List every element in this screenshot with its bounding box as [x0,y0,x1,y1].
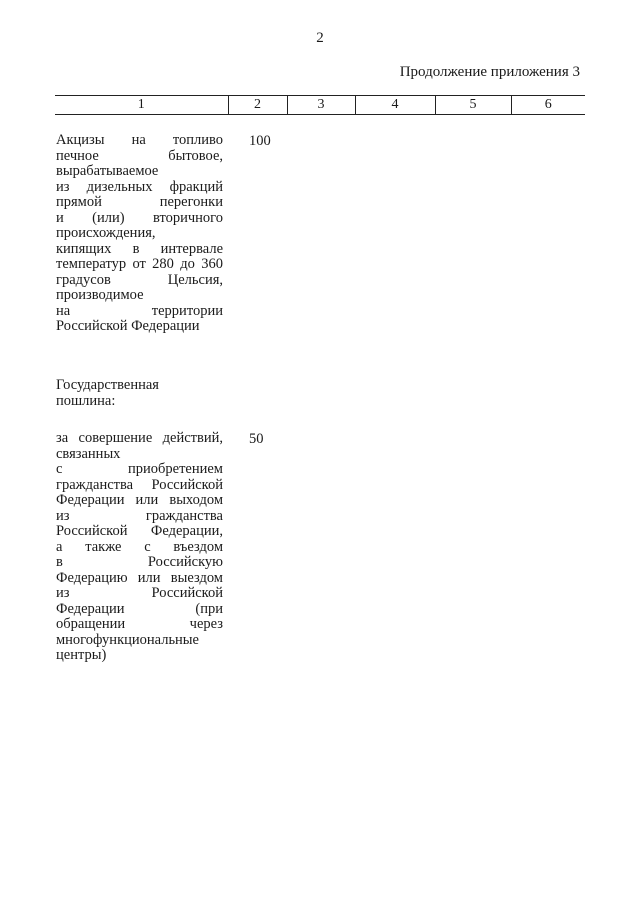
text-line: многофункциональные [56,631,199,648]
column-header-row [55,96,585,115]
text-line: и (или) вторичного [56,209,223,226]
column-header-2: 2 [228,96,287,115]
text-line: градусов Цельсия, [56,271,223,288]
column-header-3: 3 [287,96,355,115]
text-line: Российской Федерации, [56,523,223,539]
row-state-duty-heading [56,378,223,409]
text-line: из гражданства [56,507,223,524]
text-line: из Российской [56,585,223,601]
continuation-title: Продолжение приложения 3 [399,64,580,80]
column-header-5: 5 [435,96,511,115]
text-line: происхождения, [56,225,156,241]
text-line: на территории [56,302,223,319]
text-line: печное бытовое, [56,147,223,164]
column-header-1: 1 [55,96,228,115]
text-line: Федерацию или выездом [56,569,223,586]
text-line: из дизельных фракций [56,178,223,195]
text-line: Акцизы на топливо [56,132,223,148]
text-line: в Российскую [56,554,223,570]
row-excise-value: 100 [249,133,271,149]
text-line: за совершение действий, [56,430,223,446]
page-number: 2 [316,30,324,46]
text-line: кипящих в интервале [56,240,223,257]
text-line: обращении через [56,616,223,632]
text-line: производимое [56,287,144,303]
column-header-4: 4 [355,96,435,115]
text-line: температур от 280 до 360 [56,256,223,272]
column-header-table [55,95,585,115]
text-line: Российской Федерации [56,318,200,334]
text-line: вырабатываемое [56,163,159,179]
text-line: пошлина: [56,392,116,409]
text-line: Государственная [56,377,159,393]
text-line: а также с въездом [56,538,223,555]
text-line: Федерации (при [56,600,223,617]
text-line: Федерации или выходом [56,492,223,508]
text-line: центры) [56,647,107,663]
row-citizenship-duty-value: 50 [249,431,264,447]
text-line: гражданства Российской [56,476,223,493]
row-excise-description [56,133,223,335]
column-header-6: 6 [511,96,585,115]
text-line: прямой перегонки [56,194,223,210]
row-citizenship-duty-description [56,431,223,664]
text-line: связанных [56,445,121,462]
text-line: с приобретением [56,461,223,477]
